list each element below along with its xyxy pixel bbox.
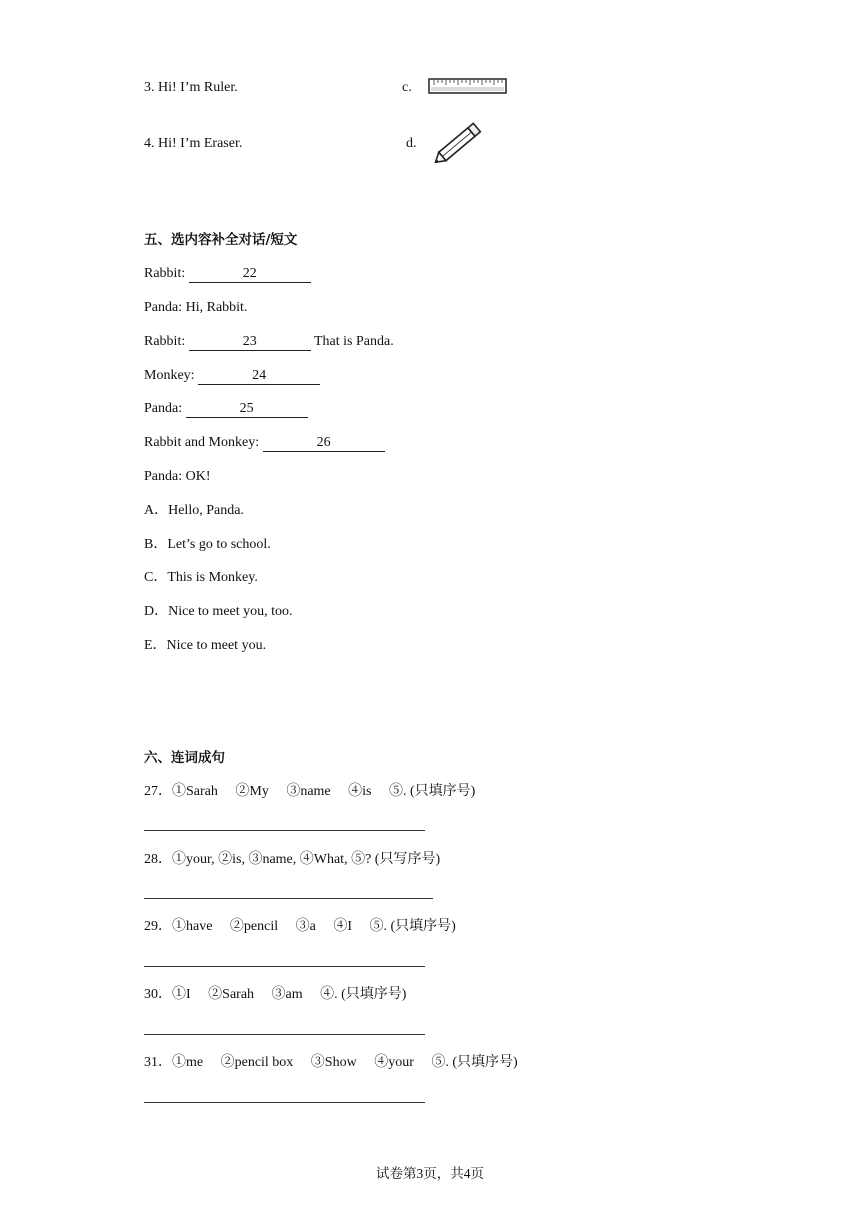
dialog-line-monkey — [144, 367, 320, 385]
dialog-line-panda-1: Panda: Hi, Rabbit. — [144, 300, 248, 315]
question-28: 28．①your, ②is, ③name, ④What, ⑤? (只写序号) — [144, 852, 441, 867]
answer-line-29[interactable] — [144, 966, 425, 967]
pencil-icon — [428, 118, 488, 170]
section-5-title: 五、选内容补全对话/短文 — [144, 232, 298, 248]
speaker-label: Rabbit: — [144, 334, 189, 349]
question-30: 30．①I ②Sarah ③am ④. (只填序号) — [144, 987, 407, 1002]
dialog-line-rabbit-1 — [144, 265, 311, 283]
blank-24[interactable]: 24 — [198, 368, 320, 385]
question-27: 27．①Sarah ②My ③name ④is ⑤. (只填序号) — [144, 784, 476, 799]
matching-item-4: 4. Hi! I’m Eraser. — [144, 136, 243, 151]
speaker-label: Rabbit and Monkey: — [144, 435, 263, 450]
blank-22[interactable]: 22 — [189, 266, 311, 283]
answer-line-28[interactable] — [144, 898, 433, 899]
answer-line-30[interactable] — [144, 1034, 425, 1035]
option-a: A．Hello, Panda. — [144, 503, 244, 518]
answer-line-31[interactable] — [144, 1102, 425, 1103]
ruler-icon — [428, 78, 508, 96]
speaker-label: Panda: — [144, 401, 186, 416]
speaker-label: Monkey: — [144, 368, 199, 383]
option-d: D．Nice to meet you, too. — [144, 604, 293, 619]
option-e: E．Nice to meet you. — [144, 638, 267, 653]
speaker-label: Rabbit: — [144, 266, 189, 281]
matching-option-c: c. — [402, 80, 412, 95]
option-b: B．Let’s go to school. — [144, 537, 271, 552]
question-31: 31．①me ②pencil box ③Show ④your ⑤. (只填序号) — [144, 1055, 518, 1070]
dialog-line-rabbit-monkey — [144, 434, 385, 452]
page-footer: 试卷第3页，共4页 — [376, 1166, 484, 1181]
option-c: C．This is Monkey. — [144, 570, 258, 585]
matching-option-d: d. — [406, 136, 417, 151]
dialog-line-rabbit-2 — [144, 333, 394, 351]
answer-line-27[interactable] — [144, 830, 425, 831]
dialog-line-panda-3: Panda: OK! — [144, 469, 211, 484]
dialog-line-panda-2 — [144, 400, 308, 418]
matching-item-3: 3. Hi! I’m Ruler. — [144, 80, 238, 95]
blank-23[interactable]: 23 — [189, 334, 311, 351]
section-6-title: 六、连词成句 — [144, 750, 225, 766]
dialog-after-text: That is Panda. — [310, 334, 394, 349]
blank-25[interactable]: 25 — [186, 401, 308, 418]
question-29: 29．①have ②pencil ③a ④I ⑤. (只填序号) — [144, 919, 456, 934]
blank-26[interactable]: 26 — [263, 435, 385, 452]
